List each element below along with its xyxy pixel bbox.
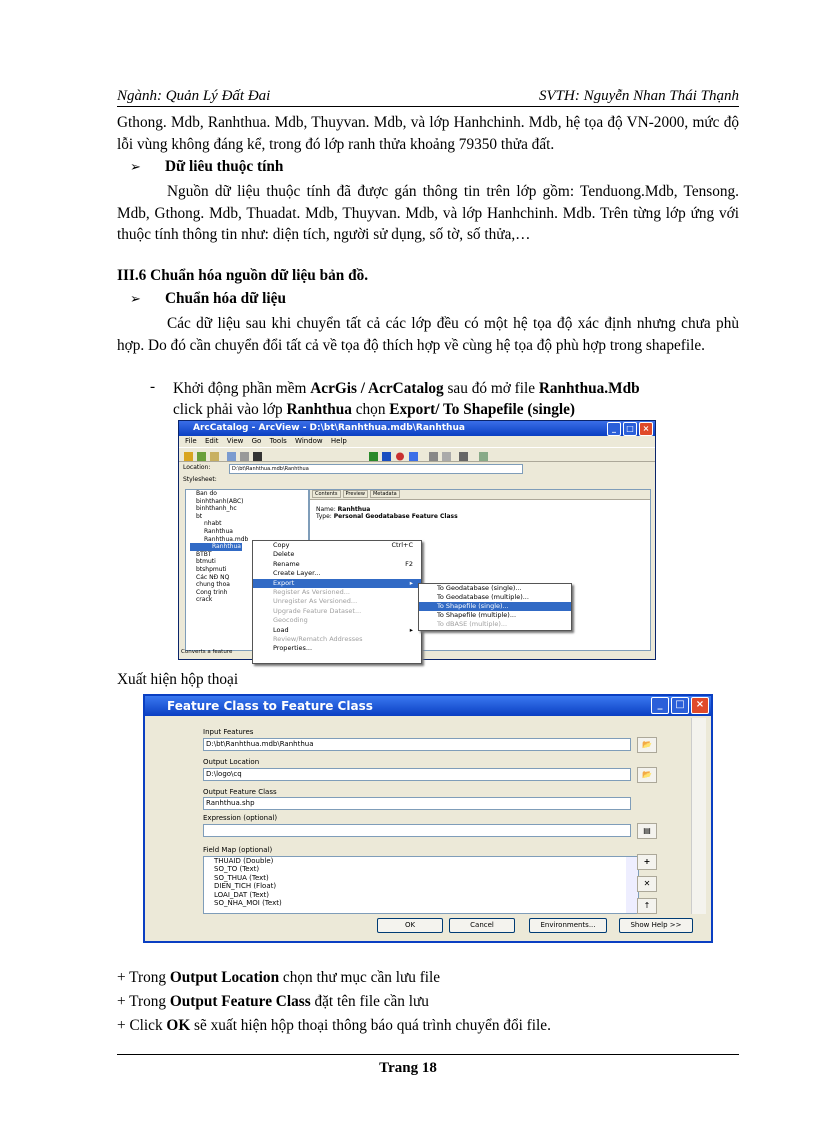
arccatalog-menubar: [179, 436, 655, 447]
dialog-scrollbar[interactable]: [691, 718, 706, 914]
menu-item-delete[interactable]: Delete: [273, 550, 295, 559]
input-features-label: Input Features: [203, 728, 254, 736]
menu-go[interactable]: Go: [251, 437, 262, 445]
submenu-to-gdb-multiple[interactable]: To Geodatabase (multiple)...: [437, 593, 529, 601]
tree-item[interactable]: BTBT: [196, 550, 212, 558]
expression-label: Expression (optional): [203, 814, 278, 822]
delete-icon[interactable]: ✕: [637, 876, 657, 892]
list-item[interactable]: DIEN_TICH (Float): [214, 882, 277, 891]
tree-item[interactable]: bt: [196, 512, 203, 520]
maximize-icon[interactable]: □: [671, 697, 689, 714]
location-input[interactable]: D:\bt\Ranhthua.mdb\Ranhthua: [229, 464, 523, 474]
maximize-icon[interactable]: □: [623, 422, 637, 436]
expression-field[interactable]: [203, 824, 631, 837]
note-item: + Click OK sẽ xuất hiện hộp thoại thông báo quá trình chuyển đổi file.: [117, 1017, 551, 1034]
output-fc-field[interactable]: Ranhthua.shp: [203, 797, 631, 810]
header-right: SVTH: Nguyễn Nhan Thái Thạnh: [538, 88, 739, 104]
tree-item[interactable]: btshpmuti: [196, 565, 227, 573]
menu-item-copy[interactable]: Copy Ctrl+C: [273, 541, 413, 549]
list-item[interactable]: SO_TO (Text): [214, 865, 260, 874]
close-icon[interactable]: ×: [639, 422, 653, 436]
bullet2-title: Chuẩn hóa dữ liệu: [165, 290, 286, 307]
list-item[interactable]: SO_THUA (Text): [214, 873, 269, 882]
arrow-bullet-icon: ➢: [130, 159, 141, 174]
ok-button[interactable]: OK: [377, 918, 443, 933]
menu-item-rename[interactable]: Rename F2: [273, 559, 413, 568]
sql-icon[interactable]: ▤: [637, 823, 657, 839]
context-menu: [252, 540, 422, 664]
submenu-to-shapefile-multiple[interactable]: To Shapefile (multiple)...: [437, 611, 517, 619]
environments-button[interactable]: Environments...: [529, 918, 607, 933]
dialog-caption: Xuất hiện hộp thoại: [117, 671, 239, 688]
arccatalog-titlebar: [179, 421, 655, 436]
name-label: Name:: [316, 506, 336, 513]
menu-item-review[interactable]: Review/Rematch Addresses: [273, 634, 363, 643]
arccatalog-title: ArcCatalog - ArcView - D:\bt\Ranhthua.mdb\Ranhthua: [193, 423, 465, 433]
stylesheet-label: Stylesheet:: [183, 476, 217, 483]
page-header: [117, 88, 739, 107]
step-line1: Khởi động phần mềm AcrGis / AcrCatalog sau đó mở file Ranhthua.Mdb: [173, 380, 640, 397]
menu-item-geocoding[interactable]: Geocoding: [273, 616, 308, 625]
list-item[interactable]: LOAI_DAT (Text): [214, 890, 270, 899]
fc-dialog: [143, 694, 713, 943]
minimize-icon[interactable]: _: [607, 422, 621, 436]
item-info: [310, 500, 650, 526]
show-help-button[interactable]: Show Help >>: [619, 918, 693, 933]
menu-item-create-layer[interactable]: Create Layer...: [273, 569, 321, 578]
note-item: + Trong Output Location chọn thư mục cần lưu file: [117, 969, 441, 986]
step-line2: click phải vào lớp Ranhthua chọn Export/ To Shapefile (single): [173, 401, 576, 418]
tree-item[interactable]: Ranhthua: [190, 543, 242, 551]
step-dash: -: [150, 378, 156, 395]
tree-item[interactable]: Ranhthua.mdb: [204, 535, 249, 543]
tree-item[interactable]: Các NĐ NQ: [196, 573, 230, 581]
menu-item-register[interactable]: Register As Versioned...: [273, 587, 350, 596]
menu-window[interactable]: Window: [295, 437, 323, 445]
add-icon[interactable]: +: [637, 854, 657, 870]
bullet1-title: Dữ liêu thuộc tính: [165, 158, 284, 175]
output-location-label: Output Location: [203, 758, 260, 766]
fc-dialog-title: Feature Class to Feature Class: [167, 699, 373, 713]
tree-item[interactable]: Ban do: [196, 490, 217, 497]
type-label: Type:: [316, 513, 332, 520]
menu-item-properties[interactable]: Properties...: [273, 644, 313, 653]
input-features-field[interactable]: D:\bt\Ranhthua.mdb\Ranhthua: [203, 738, 631, 751]
bullet2-text: Các dữ liệu sau khi chuyển tất cả các lớp đều có một hệ tọa độ xác định nhưng chưa phù hợp. Do đó cần chuyển đổi tất cả về tọa độ thích hợp về cùng hệ tọa độ phù hợp trong shapefile.: [117, 315, 739, 354]
tab-contents[interactable]: Contents: [312, 490, 341, 498]
menu-help[interactable]: Help: [330, 437, 347, 445]
stylesheet-row: [179, 474, 655, 486]
output-fc-label: Output Feature Class: [203, 788, 277, 796]
field-map-label: Field Map (optional): [203, 846, 273, 854]
tree-item[interactable]: binhthanh_hc: [196, 505, 237, 513]
menu-file[interactable]: File: [185, 437, 197, 445]
note-item: + Trong Output Feature Class đặt tên file cần lưu: [117, 993, 429, 1010]
tab-preview[interactable]: Preview: [343, 490, 368, 498]
section-title: III.6 Chuẩn hóa nguồn dữ liệu bản đồ.: [117, 267, 369, 284]
intro-paragraph: Gthong. Mdb, Ranhthua. Mdb, Thuyvan. Mdb, và lớp Hanhchinh. Mdb, hệ tọa độ VN-2000, mức độ lỗi vùng không đáng kể, trong đó lớp ranh thửa khoảng 79350 thửa đất.: [117, 114, 739, 153]
folder-open-icon[interactable]: 📂: [637, 737, 657, 753]
bullet1-text: Nguồn dữ liệu thuộc tính đã được gán thông tin trên lớp gồm: Tenduong.Mdb, Tensong. Mdb, Gthong. Mdb, Thuadat. Mdb, Thuyvan. Mdb, và lớp Hanhchinh. Mdb. Trên từng lớp ứng với thuộc tính thông tin như: diện tích, người sử dụng, số tờ, số thửa,…: [117, 183, 739, 244]
menu-tools[interactable]: Tools: [269, 437, 287, 445]
folder-open-icon[interactable]: 📂: [637, 767, 657, 783]
tab-metadata[interactable]: Metadata: [370, 490, 400, 498]
tree-item[interactable]: nhabt: [204, 520, 222, 528]
tree-item[interactable]: btmuti: [196, 558, 216, 566]
cancel-button[interactable]: Cancel: [449, 918, 515, 933]
header-left: Ngành: Quản Lý Đất Đai: [117, 88, 271, 104]
notes: [117, 966, 551, 1038]
submenu-to-shapefile-single[interactable]: To Shapefile (single)...: [419, 602, 571, 611]
menu-item-upgrade[interactable]: Upgrade Feature Dataset...: [273, 606, 362, 615]
name-value: Ranhthua: [337, 506, 371, 513]
tree-item[interactable]: binhthanh(ABC): [196, 497, 244, 505]
minimize-icon[interactable]: _: [651, 697, 669, 714]
submenu-to-gdb-single[interactable]: To Geodatabase (single)...: [437, 584, 522, 592]
menu-item-load[interactable]: Load ▸: [273, 625, 413, 634]
page-number: Trang 18: [379, 1060, 437, 1076]
submenu-to-dbase[interactable]: To dBASE (multiple)...: [437, 620, 508, 628]
location-label: Location:: [183, 464, 211, 471]
tree-item[interactable]: chung thoa: [196, 581, 230, 589]
menu-edit[interactable]: Edit: [204, 437, 219, 445]
export-submenu: [418, 583, 572, 631]
arrow-bullet-icon: ➢: [130, 291, 141, 306]
tree-item[interactable]: Ranhthua: [204, 527, 233, 535]
location-row: [179, 462, 655, 474]
menu-item-unregister[interactable]: Unregister As Versioned...: [273, 597, 358, 606]
output-location-field[interactable]: D:\logo\cq: [203, 768, 631, 781]
footer-rule: [117, 1054, 739, 1055]
menu-item-export[interactable]: Export ▸: [253, 579, 421, 588]
status-bar: Converts a feature: [181, 649, 233, 655]
menu-view[interactable]: View: [226, 437, 244, 445]
fc-dialog-titlebar: [145, 696, 711, 716]
tree-item[interactable]: crack: [196, 596, 213, 604]
close-icon[interactable]: ×: [691, 697, 709, 714]
up-arrow-icon[interactable]: ↑: [637, 898, 657, 914]
contents-tabs: [310, 490, 650, 500]
field-map-list: [203, 856, 639, 914]
type-value: Personal Geodatabase Feature Class: [333, 513, 458, 520]
toolbar: [179, 447, 655, 462]
list-item[interactable]: THUAID (Double): [214, 857, 274, 865]
tree-item[interactable]: Cong trinh: [196, 588, 228, 596]
list-item[interactable]: SO_NHA_MOI (Text): [214, 899, 282, 908]
